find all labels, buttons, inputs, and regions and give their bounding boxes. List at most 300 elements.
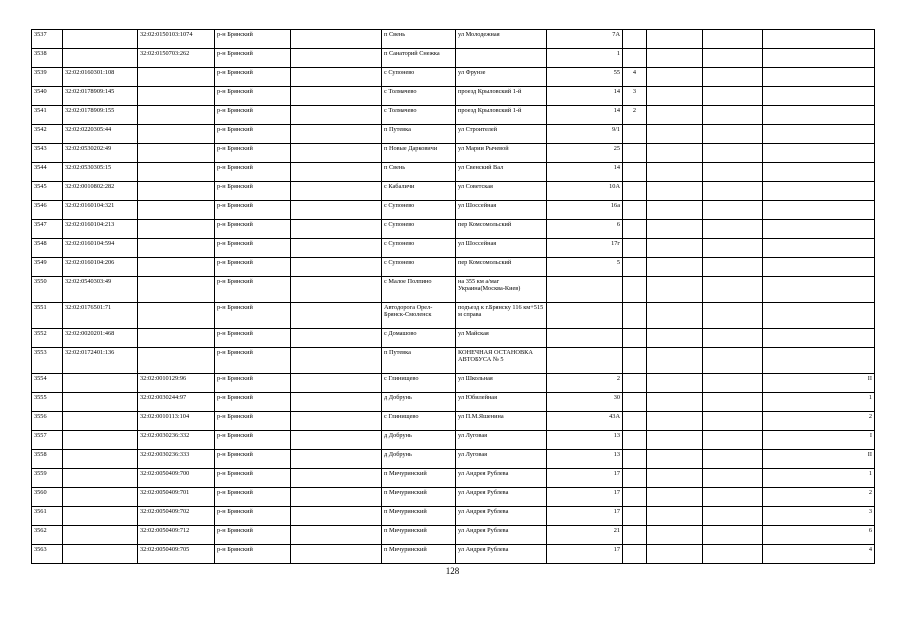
table-body: [32, 30, 875, 564]
cell-number: 3551: [32, 303, 63, 329]
cell-number: 3549: [32, 258, 63, 277]
cell-room: [763, 163, 875, 182]
cell-extra-2: [703, 144, 763, 163]
cell-room: [763, 258, 875, 277]
cell-street: [456, 49, 547, 68]
cell-building: [623, 431, 647, 450]
cell-building: [623, 374, 647, 393]
cell-house: 5: [547, 258, 623, 277]
cell-cadastral-number: [63, 30, 138, 49]
cell-extra: [647, 220, 703, 239]
cell-street: ул Марии Рычевой: [456, 144, 547, 163]
cell-extra: [647, 393, 703, 412]
cell-extra-2: [703, 277, 763, 303]
cell-district: р-н Брянский: [215, 163, 291, 182]
cell-cadastral-number-2: 32:02:0150703:262: [138, 49, 215, 68]
cell-room: [763, 348, 875, 374]
cell-extra-2: [703, 106, 763, 125]
cell-settlement: с Супонево: [382, 68, 456, 87]
cell-district: р-н Брянский: [215, 507, 291, 526]
cell-extra-2: [703, 431, 763, 450]
cell-district: р-н Брянский: [215, 220, 291, 239]
cell-room: [763, 144, 875, 163]
cell-empty: [291, 125, 382, 144]
cell-empty: [291, 277, 382, 303]
cell-district: р-н Брянский: [215, 526, 291, 545]
cell-empty: [291, 488, 382, 507]
cell-house: [547, 303, 623, 329]
cell-settlement: Автодорога Орел-Брянск-Смоленск: [382, 303, 456, 329]
table-row: [32, 545, 875, 564]
cell-settlement: п Новые Дарковичи: [382, 144, 456, 163]
table-row: [32, 163, 875, 182]
cell-settlement: с Глинищево: [382, 374, 456, 393]
table-row: [32, 412, 875, 431]
cell-cadastral-number-2: [138, 144, 215, 163]
cell-cadastral-number: [63, 49, 138, 68]
cell-extra-2: [703, 201, 763, 220]
cell-number: 3545: [32, 182, 63, 201]
cell-house: [547, 277, 623, 303]
cell-settlement: д Добрунь: [382, 431, 456, 450]
cell-room: [763, 125, 875, 144]
cell-room: [763, 106, 875, 125]
table-row: [32, 526, 875, 545]
cell-cadastral-number-2: 32:02:0010129:96: [138, 374, 215, 393]
page-number: 128: [445, 566, 460, 576]
cell-room: 2: [763, 488, 875, 507]
cell-number: 3539: [32, 68, 63, 87]
cell-extra-2: [703, 182, 763, 201]
cell-street: ул Шоссейная: [456, 239, 547, 258]
cell-extra-2: [703, 526, 763, 545]
cell-house: 16а: [547, 201, 623, 220]
cell-room: 1: [763, 393, 875, 412]
cell-house: 10А: [547, 182, 623, 201]
cell-empty: [291, 182, 382, 201]
cell-district: р-н Брянский: [215, 374, 291, 393]
cell-extra: [647, 182, 703, 201]
cell-street: ул Свенский Вал: [456, 163, 547, 182]
cell-street: ул Фрунзе: [456, 68, 547, 87]
cell-number: 3557: [32, 431, 63, 450]
cell-empty: [291, 507, 382, 526]
cell-building: [623, 507, 647, 526]
cell-extra-2: [703, 412, 763, 431]
cell-extra-2: [703, 469, 763, 488]
cell-cadastral-number-2: 32:02:0010113:104: [138, 412, 215, 431]
cell-empty: [291, 526, 382, 545]
cell-room: 1: [763, 469, 875, 488]
cell-empty: [291, 144, 382, 163]
cell-empty: [291, 450, 382, 469]
cell-settlement: п Мичуринский: [382, 526, 456, 545]
cell-cadastral-number-2: [138, 239, 215, 258]
cell-number: 3559: [32, 469, 63, 488]
cell-cadastral-number: [63, 450, 138, 469]
cell-building: [623, 201, 647, 220]
cell-cadastral-number: 32:02:0020201:468: [63, 329, 138, 348]
cell-cadastral-number: 32:02:0160104:213: [63, 220, 138, 239]
cell-cadastral-number: 32:02:0176501:71: [63, 303, 138, 329]
cell-cadastral-number: 32:02:0160104:594: [63, 239, 138, 258]
cell-cadastral-number-2: 32:02:0030244:97: [138, 393, 215, 412]
cell-number: 3556: [32, 412, 63, 431]
cell-street: на 355 км а/маг Украина(Москва-Киев): [456, 277, 547, 303]
cell-number: 3546: [32, 201, 63, 220]
cell-cadastral-number-2: 32:02:0050409:701: [138, 488, 215, 507]
cell-room: [763, 220, 875, 239]
cell-extra: [647, 374, 703, 393]
cell-empty: [291, 258, 382, 277]
cell-house: 17: [547, 545, 623, 564]
cell-district: р-н Брянский: [215, 258, 291, 277]
cell-extra: [647, 450, 703, 469]
cell-number: 3562: [32, 526, 63, 545]
table-row: [32, 106, 875, 125]
cell-building: [623, 303, 647, 329]
cell-house: 25: [547, 144, 623, 163]
cell-cadastral-number-2: 32:02:0030236:332: [138, 431, 215, 450]
cell-number: 3547: [32, 220, 63, 239]
cell-house: 9/1: [547, 125, 623, 144]
cell-district: р-н Брянский: [215, 469, 291, 488]
table-row: [32, 30, 875, 49]
cell-extra: [647, 163, 703, 182]
cell-settlement: с Супонево: [382, 220, 456, 239]
cell-house: 13: [547, 431, 623, 450]
cell-cadastral-number-2: [138, 182, 215, 201]
table-row: [32, 507, 875, 526]
cell-cadastral-number-2: [138, 201, 215, 220]
cell-settlement: с Толмачево: [382, 87, 456, 106]
cell-house: 1: [547, 49, 623, 68]
cell-number: 3537: [32, 30, 63, 49]
cell-extra: [647, 303, 703, 329]
cell-building: [623, 545, 647, 564]
cell-street: ул Юбилейная: [456, 393, 547, 412]
cell-cadastral-number: [63, 507, 138, 526]
cell-district: р-н Брянский: [215, 488, 291, 507]
cell-street: проезд Крыловский 1-й: [456, 87, 547, 106]
cell-settlement: д Добрунь: [382, 393, 456, 412]
cell-building: [623, 526, 647, 545]
cell-district: р-н Брянский: [215, 125, 291, 144]
cell-room: 4: [763, 545, 875, 564]
cell-street: ул Луговая: [456, 450, 547, 469]
table-row: [32, 144, 875, 163]
cell-district: р-н Брянский: [215, 144, 291, 163]
cell-number: 3544: [32, 163, 63, 182]
cell-building: [623, 220, 647, 239]
cell-extra: [647, 431, 703, 450]
cell-room: 3: [763, 507, 875, 526]
cell-street: подъезд к г.Брянску 116 км+515 м справа: [456, 303, 547, 329]
cell-building: [623, 258, 647, 277]
cell-street: проезд Крыловский 1-й: [456, 106, 547, 125]
table-row: [32, 393, 875, 412]
cell-empty: [291, 49, 382, 68]
cell-cadastral-number-2: [138, 68, 215, 87]
cell-building: [623, 469, 647, 488]
cell-room: [763, 30, 875, 49]
cell-house: 55: [547, 68, 623, 87]
cell-empty: [291, 201, 382, 220]
cell-cadastral-number: 32:02:0160104:321: [63, 201, 138, 220]
cell-cadastral-number-2: 32:02:0050409:705: [138, 545, 215, 564]
table-row: [32, 469, 875, 488]
cell-room: [763, 49, 875, 68]
cell-settlement: с Толмачево: [382, 106, 456, 125]
cell-extra: [647, 49, 703, 68]
cell-room: II: [763, 374, 875, 393]
cell-settlement: п Путевка: [382, 125, 456, 144]
cell-room: I: [763, 431, 875, 450]
cell-district: р-н Брянский: [215, 393, 291, 412]
cell-empty: [291, 239, 382, 258]
cell-number: 3553: [32, 348, 63, 374]
cell-house: 6: [547, 220, 623, 239]
cell-room: [763, 239, 875, 258]
cell-cadastral-number-2: [138, 258, 215, 277]
cell-building: 3: [623, 87, 647, 106]
cell-number: 3540: [32, 87, 63, 106]
cell-extra-2: [703, 220, 763, 239]
cell-cadastral-number: 32:02:0220305:44: [63, 125, 138, 144]
cell-house: 21: [547, 526, 623, 545]
cell-house: 43А: [547, 412, 623, 431]
cell-house: 17: [547, 507, 623, 526]
cell-empty: [291, 393, 382, 412]
cell-number: 3554: [32, 374, 63, 393]
table-row: [32, 125, 875, 144]
table-row: [32, 488, 875, 507]
cell-extra: [647, 239, 703, 258]
cell-building: [623, 239, 647, 258]
cell-cadastral-number: 32:02:0178909:155: [63, 106, 138, 125]
cell-settlement: с Кабаличи: [382, 182, 456, 201]
cell-cadastral-number: [63, 488, 138, 507]
cell-number: 3552: [32, 329, 63, 348]
cell-room: [763, 68, 875, 87]
cell-extra-2: [703, 450, 763, 469]
cell-district: р-н Брянский: [215, 277, 291, 303]
cell-empty: [291, 106, 382, 125]
cell-cadastral-number-2: [138, 303, 215, 329]
cell-district: р-н Брянский: [215, 239, 291, 258]
cell-street: ул Андрея Рублева: [456, 507, 547, 526]
cell-street: ул Андрея Рублева: [456, 488, 547, 507]
cell-extra: [647, 277, 703, 303]
cell-building: 4: [623, 68, 647, 87]
cell-extra-2: [703, 374, 763, 393]
cell-empty: [291, 87, 382, 106]
cell-house: 13: [547, 450, 623, 469]
cell-house: 30: [547, 393, 623, 412]
cell-settlement: с Глинищево: [382, 412, 456, 431]
cell-extra: [647, 68, 703, 87]
cell-settlement: с Малое Полпино: [382, 277, 456, 303]
cell-building: [623, 450, 647, 469]
cell-district: р-н Брянский: [215, 545, 291, 564]
cell-number: 3542: [32, 125, 63, 144]
cell-extra: [647, 30, 703, 49]
table-row: [32, 450, 875, 469]
cell-extra: [647, 348, 703, 374]
cell-cadastral-number-2: 32:02:0150103:1074: [138, 30, 215, 49]
table-row: [32, 431, 875, 450]
cell-district: р-н Брянский: [215, 106, 291, 125]
cell-settlement: п Путевка: [382, 348, 456, 374]
table-row: [32, 68, 875, 87]
cell-cadastral-number-2: [138, 106, 215, 125]
cell-street: ул Советская: [456, 182, 547, 201]
cell-building: [623, 125, 647, 144]
cell-house: 2: [547, 374, 623, 393]
cell-settlement: д Добрунь: [382, 450, 456, 469]
cell-empty: [291, 220, 382, 239]
cell-empty: [291, 303, 382, 329]
cell-empty: [291, 68, 382, 87]
cell-cadastral-number: 32:02:0160301:108: [63, 68, 138, 87]
cell-house: 17: [547, 469, 623, 488]
cell-district: р-н Брянский: [215, 450, 291, 469]
cell-room: [763, 87, 875, 106]
cell-empty: [291, 374, 382, 393]
table-row: [32, 201, 875, 220]
cell-extra: [647, 526, 703, 545]
cell-settlement: п Мичуринский: [382, 488, 456, 507]
cell-street: ул Молодежная: [456, 30, 547, 49]
cell-house: 17: [547, 488, 623, 507]
cell-room: 2: [763, 412, 875, 431]
cell-settlement: с Супонево: [382, 258, 456, 277]
cell-cadastral-number-2: 32:02:0050409:712: [138, 526, 215, 545]
cell-street: ул Луговая: [456, 431, 547, 450]
cell-cadastral-number: [63, 469, 138, 488]
cell-settlement: п Санаторий Снежка: [382, 49, 456, 68]
cell-cadastral-number-2: [138, 163, 215, 182]
cell-cadastral-number: [63, 374, 138, 393]
cell-number: 3558: [32, 450, 63, 469]
cell-building: [623, 144, 647, 163]
cell-district: р-н Брянский: [215, 49, 291, 68]
cell-street: ул П.М.Яшенина: [456, 412, 547, 431]
cell-house: 14: [547, 106, 623, 125]
cell-district: р-н Брянский: [215, 431, 291, 450]
cell-cadastral-number: 32:02:0178909:145: [63, 87, 138, 106]
cell-extra: [647, 488, 703, 507]
cell-extra-2: [703, 348, 763, 374]
cell-cadastral-number: 32:02:0160104:206: [63, 258, 138, 277]
cell-extra-2: [703, 68, 763, 87]
cell-room: [763, 201, 875, 220]
cell-room: 6: [763, 526, 875, 545]
cell-district: р-н Брянский: [215, 201, 291, 220]
cell-cadastral-number: [63, 431, 138, 450]
cell-number: 3560: [32, 488, 63, 507]
cell-cadastral-number-2: 32:02:0050409:702: [138, 507, 215, 526]
cell-cadastral-number-2: [138, 125, 215, 144]
cell-extra-2: [703, 393, 763, 412]
cell-empty: [291, 431, 382, 450]
table-row: [32, 87, 875, 106]
cell-extra: [647, 106, 703, 125]
cell-building: [623, 49, 647, 68]
cell-number: 3550: [32, 277, 63, 303]
table-row: [32, 348, 875, 374]
cell-house: 14: [547, 163, 623, 182]
cell-settlement: п Мичуринский: [382, 469, 456, 488]
cell-street: ул Андрея Рублева: [456, 469, 547, 488]
cell-extra: [647, 545, 703, 564]
cell-empty: [291, 469, 382, 488]
table-row: [32, 182, 875, 201]
cell-extra: [647, 412, 703, 431]
cell-extra-2: [703, 258, 763, 277]
cell-cadastral-number: [63, 545, 138, 564]
cell-building: [623, 393, 647, 412]
cell-extra-2: [703, 87, 763, 106]
cell-extra-2: [703, 545, 763, 564]
cell-cadastral-number: [63, 393, 138, 412]
cell-house: [547, 329, 623, 348]
cell-extra: [647, 469, 703, 488]
cell-extra-2: [703, 125, 763, 144]
cell-street: ул Шоссейная: [456, 201, 547, 220]
cell-cadastral-number-2: 32:02:0050409:700: [138, 469, 215, 488]
cell-street: ул Школьная: [456, 374, 547, 393]
cell-room: [763, 329, 875, 348]
cell-extra: [647, 201, 703, 220]
cell-room: II: [763, 450, 875, 469]
cell-settlement: п Мичуринский: [382, 507, 456, 526]
table-row: [32, 374, 875, 393]
cell-cadastral-number: 32:02:0530305:15: [63, 163, 138, 182]
cell-cadastral-number-2: 32:02:0030236:333: [138, 450, 215, 469]
cell-street: ул Андрея Рублева: [456, 545, 547, 564]
cell-empty: [291, 30, 382, 49]
cell-number: 3548: [32, 239, 63, 258]
cell-extra-2: [703, 488, 763, 507]
cell-cadastral-number: 32:02:0172401:136: [63, 348, 138, 374]
cell-extra-2: [703, 329, 763, 348]
cell-building: [623, 348, 647, 374]
cell-room: [763, 277, 875, 303]
cell-cadastral-number-2: [138, 220, 215, 239]
cell-district: р-н Брянский: [215, 30, 291, 49]
cell-number: 3561: [32, 507, 63, 526]
cell-number: 3538: [32, 49, 63, 68]
cell-cadastral-number: 32:02:0010802:282: [63, 182, 138, 201]
cell-extra: [647, 329, 703, 348]
cell-district: р-н Брянский: [215, 303, 291, 329]
cell-street: пер Комсомольский: [456, 220, 547, 239]
cell-district: р-н Брянский: [215, 348, 291, 374]
cell-building: [623, 182, 647, 201]
cell-district: р-н Брянский: [215, 68, 291, 87]
cell-empty: [291, 329, 382, 348]
cell-extra: [647, 144, 703, 163]
cell-street: ул Андрея Рублева: [456, 526, 547, 545]
cell-extra: [647, 87, 703, 106]
cell-cadastral-number: 32:02:0530202:49: [63, 144, 138, 163]
cell-cadastral-number-2: [138, 87, 215, 106]
cell-district: р-н Брянский: [215, 412, 291, 431]
cell-extra: [647, 258, 703, 277]
cell-house: 17г: [547, 239, 623, 258]
cell-cadastral-number-2: [138, 348, 215, 374]
